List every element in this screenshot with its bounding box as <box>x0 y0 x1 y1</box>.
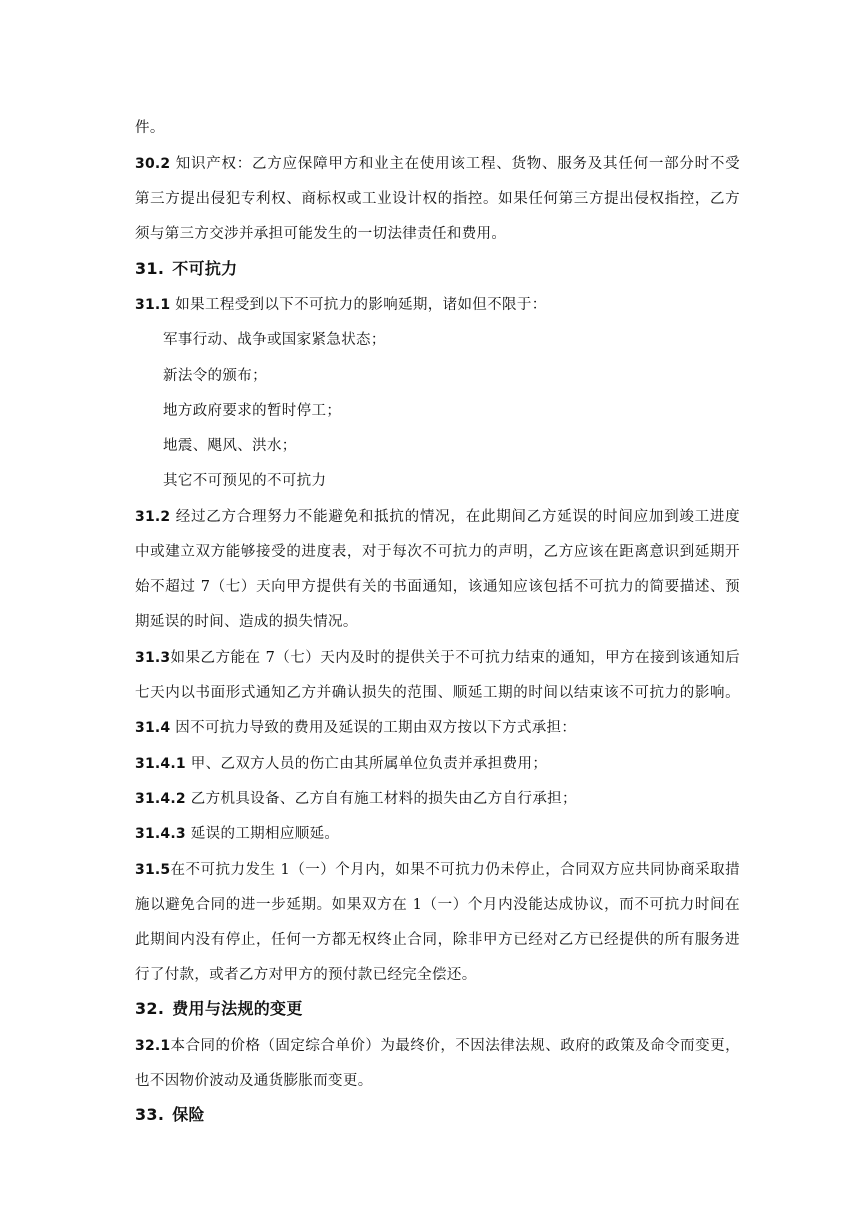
list-item-text: 新法令的颁布； <box>163 368 267 384</box>
clause-31-2-line-1 <box>135 507 740 527</box>
line-text: 因不可抗力导致的费用及延误的工期由双方按以下方式承担： <box>170 720 577 736</box>
line-text: 始不超过 7（七）天向甲方提供有关的书面通知，该通知应该包括不可抗力的简要描述、预 <box>135 579 740 595</box>
line-text: 件。 <box>135 120 165 136</box>
clause-31-5-line-3 <box>135 930 740 950</box>
clause-number: 31.4.2 <box>135 791 186 807</box>
list-item <box>163 401 723 421</box>
line-text: 知识产权：乙方应保障甲方和业主在使用该工程、货物、服务及其任何一部分时不受 <box>170 156 740 172</box>
clause-31-4-2 <box>135 789 740 809</box>
line-text: 期延误的时间、造成的损失情况。 <box>135 614 358 630</box>
clause-number: 31.1 <box>135 297 171 313</box>
line-text: 如果乙方能在 7（七）天内及时的提供关于不可抗力结束的通知，甲方在接到该通知后 <box>170 650 740 666</box>
section-number: 32. <box>135 999 165 1018</box>
line-text: 乙方机具设备、乙方自有施工材料的损失由乙方自行承担； <box>185 791 577 807</box>
line-text: 此期间内没有停止，任何一方都无权终止合同，除非甲方已经对乙方已经提供的所有服务进 <box>135 932 740 948</box>
clause-31-3-line-1 <box>135 648 740 668</box>
section-heading-32 <box>135 998 303 1020</box>
list-item <box>163 366 723 386</box>
section-title: 保险 <box>172 1105 205 1124</box>
clause-31-5-line-2 <box>135 895 740 915</box>
list-item <box>163 330 723 350</box>
clause-31-2-line-4 <box>135 612 740 632</box>
clause-31-2-line-2 <box>135 542 740 562</box>
line-text: 也不因物价波动及通货膨胀而变更。 <box>135 1073 373 1089</box>
list-item-text: 地震、飓风、洪水； <box>163 438 297 454</box>
line-text: 延误的工期相应顺延。 <box>185 826 340 842</box>
line-text: 中或建立双方能够接受的进度表，对于每次不可抗力的声明，乙方应该在距离意识到延期开 <box>135 544 740 560</box>
line-text: 行了付款，或者乙方对甲方的预付款已经完全偿还。 <box>135 967 477 983</box>
list-item <box>163 471 723 491</box>
paragraph-line <box>135 118 740 138</box>
section-number: 33. <box>135 1105 165 1124</box>
clause-number: 32.1 <box>135 1038 171 1054</box>
line-text: 经过乙方合理努力不能避免和抵抗的情况，在此期间乙方延误的时间应加到竣工进度 <box>170 509 740 525</box>
clause-32-1-line-1 <box>135 1036 740 1056</box>
section-title: 不可抗力 <box>172 259 238 278</box>
clause-30-2-line-2 <box>135 189 740 209</box>
clause-31-3-line-2 <box>135 683 740 703</box>
line-text: 甲、乙双方人员的伤亡由其所属单位负责并承担费用； <box>185 756 548 772</box>
clause-31-5-line-1 <box>135 860 740 880</box>
clause-30-2-line-1 <box>135 154 740 174</box>
clause-number: 31.4 <box>135 720 171 736</box>
clause-31-4-1 <box>135 754 740 774</box>
section-number: 31. <box>135 259 165 278</box>
list-item-text: 地方政府要求的暂时停工； <box>163 403 342 419</box>
clause-31-2-line-3 <box>135 577 740 597</box>
clause-number: 31.3 <box>135 650 171 666</box>
line-text: 在不可抗力发生 1（一）个月内，如果不可抗力仍未停止，合同双方应共同协商采取措 <box>170 862 740 878</box>
section-heading-31 <box>135 258 237 280</box>
list-item <box>163 436 723 456</box>
line-text: 第三方提出侵犯专利权、商标权或工业设计权的指控。如果任何第三方提出侵权指控，乙方 <box>135 191 740 207</box>
line-text: 须与第三方交涉并承担可能发生的一切法律责任和费用。 <box>135 226 507 242</box>
line-text: 施以避免合同的进一步延期。如果双方在 1（一）个月内没能达成协议，而不可抗力时间在 <box>135 897 740 913</box>
clause-31-4 <box>135 718 740 738</box>
clause-number: 31.5 <box>135 862 171 878</box>
line-text: 本合同的价格（固定综合单价）为最终价，不因法律法规、政府的政策及命令而变更， <box>170 1038 740 1054</box>
section-heading-33 <box>135 1104 205 1126</box>
list-item-text: 军事行动、战争或国家紧急状态； <box>163 332 386 348</box>
section-title: 费用与法规的变更 <box>172 999 303 1018</box>
clause-number: 31.4.3 <box>135 826 186 842</box>
clause-number: 30.2 <box>135 156 171 172</box>
clause-30-2-line-3 <box>135 224 740 244</box>
clause-31-4-3 <box>135 824 740 844</box>
clause-number: 31.4.1 <box>135 756 186 772</box>
list-item-text: 其它不可预见的不可抗力 <box>163 473 327 489</box>
clause-31-5-line-4 <box>135 965 740 985</box>
clause-31-1-line-1 <box>135 295 740 315</box>
clause-number: 31.2 <box>135 509 171 525</box>
line-text: 七天内以书面形式通知乙方并确认损失的范围、顺延工期的时间以结束该不可抗力的影响。 <box>135 685 740 701</box>
clause-32-1-line-2 <box>135 1071 740 1091</box>
line-text: 如果工程受到以下不可抗力的影响延期，诸如但不限于： <box>170 297 547 313</box>
